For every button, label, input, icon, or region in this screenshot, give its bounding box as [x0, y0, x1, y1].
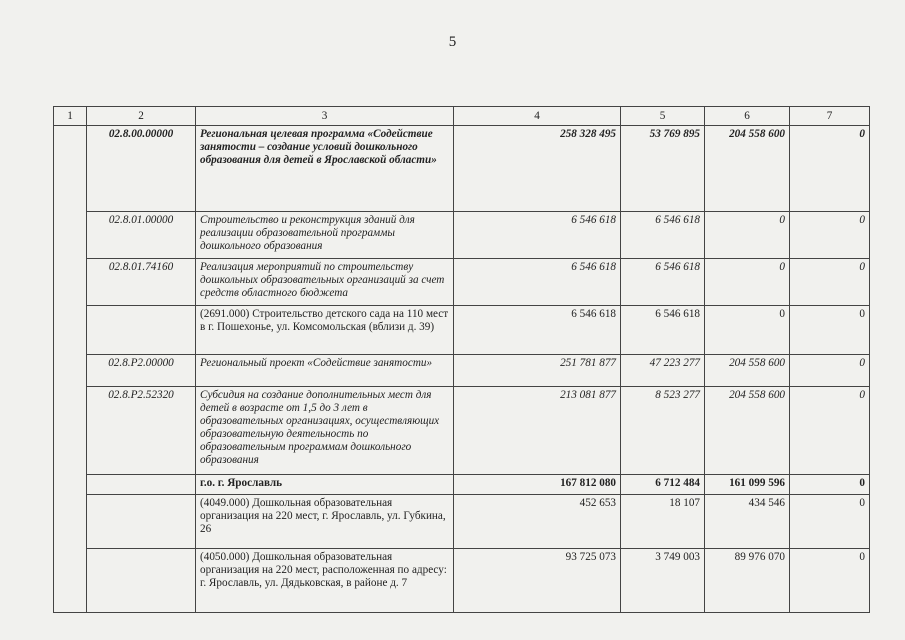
budget-table: [53, 106, 870, 613]
column-number: 1: [54, 107, 87, 126]
amount-col6-cell: 434 546: [705, 495, 790, 549]
amount-col5-cell: 6 712 484: [621, 475, 705, 495]
table-row: [54, 212, 870, 259]
amount-col6-cell: 204 558 600: [705, 126, 790, 212]
amount-col5-cell: 53 769 895: [621, 126, 705, 212]
amount-col5-cell: 8 523 277: [621, 387, 705, 475]
table-row: [54, 259, 870, 306]
amount-col7-cell: 0: [790, 495, 870, 549]
budget-code-cell: 02.8.00.00000: [87, 126, 196, 212]
page-number: 5: [448, 34, 457, 50]
item-name-cell: Региональная целевая программа «Содействие занятости – создание условий дошкольного образования для детей в Ярославской области»: [196, 126, 454, 212]
amount-col5-cell: 3 749 003: [621, 549, 705, 613]
budget-code-cell: [87, 475, 196, 495]
amount-col4-cell: 251 781 877: [454, 355, 621, 387]
table-row: [54, 495, 870, 549]
amount-col4-cell: 6 546 618: [454, 306, 621, 355]
amount-col4-cell: 213 081 877: [454, 387, 621, 475]
item-name-cell: (2691.000) Строительство детского сада на 110 мест в г. Пошехонье, ул. Комсомольская (вблизи д. 39): [196, 306, 454, 355]
amount-col6-cell: 204 558 600: [705, 387, 790, 475]
budget-code-cell: 02.8.P2.52320: [87, 387, 196, 475]
item-name-cell: Реализация мероприятий по строительству дошкольных образовательных организаций за счет средств областного бюджета: [196, 259, 454, 306]
amount-col6-cell: 161 099 596: [705, 475, 790, 495]
amount-col7-cell: 0: [790, 259, 870, 306]
budget-code-cell: [87, 306, 196, 355]
amount-col5-cell: 47 223 277: [621, 355, 705, 387]
amount-col7-cell: 0: [790, 355, 870, 387]
amount-col6-cell: 0: [705, 259, 790, 306]
amount-col4-cell: 6 546 618: [454, 259, 621, 306]
table-row: [54, 126, 870, 212]
amount-col7-cell: 0: [790, 549, 870, 613]
amount-col6-cell: 0: [705, 306, 790, 355]
column-number: 3: [196, 107, 454, 126]
budget-code-cell: [87, 549, 196, 613]
amount-col6-cell: 89 976 070: [705, 549, 790, 613]
budget-code-cell: 02.8.P2.00000: [87, 355, 196, 387]
column-number: 4: [454, 107, 621, 126]
column-number-row: [54, 107, 870, 126]
amount-col4-cell: 452 653: [454, 495, 621, 549]
amount-col7-cell: 0: [790, 126, 870, 212]
table-row: [54, 387, 870, 475]
empty-index-cell: [54, 126, 87, 613]
item-name-cell: г.о. г. Ярославль: [196, 475, 454, 495]
amount-col7-cell: 0: [790, 306, 870, 355]
amount-col7-cell: 0: [790, 212, 870, 259]
amount-col5-cell: 6 546 618: [621, 259, 705, 306]
amount-col4-cell: 258 328 495: [454, 126, 621, 212]
budget-code-cell: [87, 495, 196, 549]
column-number: 2: [87, 107, 196, 126]
column-number: 6: [705, 107, 790, 126]
item-name-cell: (4050.000) Дошкольная образовательная организация на 220 мест, расположенная по адресу: г. Ярославль, ул. Дядьковская, в районе д. 7: [196, 549, 454, 613]
amount-col4-cell: 93 725 073: [454, 549, 621, 613]
amount-col6-cell: 0: [705, 212, 790, 259]
item-name-cell: (4049.000) Дошкольная образовательная организация на 220 мест, г. Ярославль, ул. Губкина, 26: [196, 495, 454, 549]
amount-col7-cell: 0: [790, 475, 870, 495]
amount-col5-cell: 6 546 618: [621, 212, 705, 259]
budget-code-cell: 02.8.01.00000: [87, 212, 196, 259]
budget-code-cell: 02.8.01.74160: [87, 259, 196, 306]
column-number: 5: [621, 107, 705, 126]
table-row: [54, 549, 870, 613]
table-row: [54, 355, 870, 387]
amount-col5-cell: 6 546 618: [621, 306, 705, 355]
table-row: [54, 306, 870, 355]
amount-col5-cell: 18 107: [621, 495, 705, 549]
item-name-cell: Региональный проект «Содействие занятости»: [196, 355, 454, 387]
table-row: [54, 475, 870, 495]
amount-col4-cell: 167 812 080: [454, 475, 621, 495]
item-name-cell: Строительство и реконструкция зданий для реализации образовательной программы дошкольного образования: [196, 212, 454, 259]
amount-col7-cell: 0: [790, 387, 870, 475]
amount-col6-cell: 204 558 600: [705, 355, 790, 387]
item-name-cell: Субсидия на создание дополнительных мест для детей в возрасте от 1,5 до 3 лет в образовательных организациях, осуществляющих образовательную деятельность по образовательным программам дошкольного образования: [196, 387, 454, 475]
amount-col4-cell: 6 546 618: [454, 212, 621, 259]
column-number: 7: [790, 107, 870, 126]
